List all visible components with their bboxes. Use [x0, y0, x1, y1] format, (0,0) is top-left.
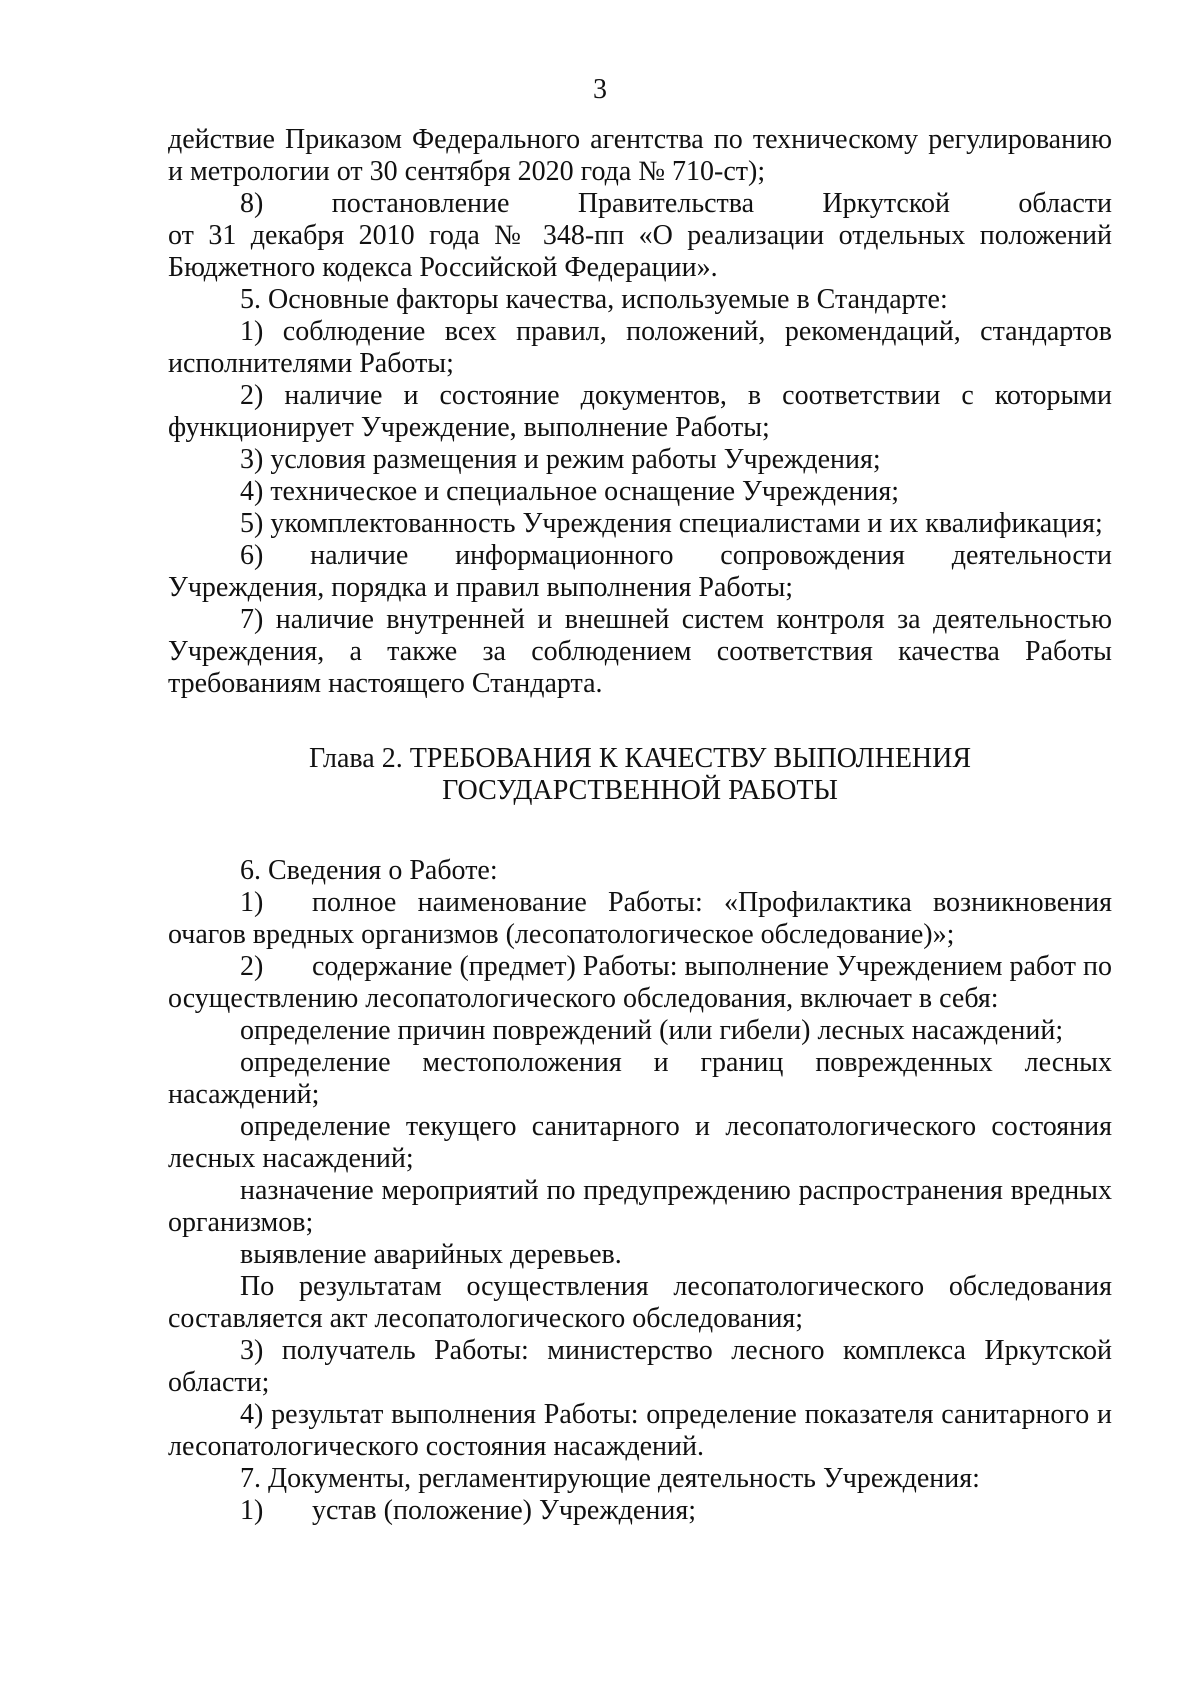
- paragraph: действие Приказом Федерального агентства по техническому регулированию и метрологии от 30 сентября 2020 года № 710-ст);: [168, 124, 1112, 187]
- paragraph: 3) получатель Работы: министерство лесного комплекса Иркутской области;: [168, 1335, 1112, 1398]
- paragraph: определение причин повреждений (или гибели) лесных насаждений;: [240, 1015, 1064, 1046]
- item-text: содержание (предмет) Работы: выполнение Учреждением работ по осуществлению лесопатологического обследования, включает в себя:: [168, 951, 1112, 1014]
- paragraph: от 31 декабря 2010 года № 348-пп «О реализации отдельных положений Бюджетного кодекса Российской Федерации».: [168, 220, 1112, 283]
- paragraph: 8) постановление Правительства Иркутской области: [240, 188, 1112, 219]
- paragraph: 5) укомплектованность Учреждения специалистами и их квалификация;: [240, 508, 1103, 539]
- item-number: 1): [240, 1495, 264, 1526]
- item-text: устав (положение) Учреждения;: [312, 1495, 696, 1526]
- paragraph: определение местоположения и границ поврежденных лесных насаждений;: [168, 1047, 1112, 1110]
- paragraph: определение текущего санитарного и лесопатологического состояния лесных насаждений;: [168, 1111, 1112, 1174]
- chapter-heading-line: Глава 2. ТРЕБОВАНИЯ К КАЧЕСТВУ ВЫПОЛНЕНИЯ: [308, 743, 972, 774]
- paragraph: 6. Сведения о Работе:: [240, 855, 498, 886]
- paragraph: По результатам осуществления лесопатологического обследования составляется акт лесопатологического обследования;: [168, 1271, 1112, 1334]
- paragraph: 6) наличие информационного сопровождения деятельности Учреждения, порядка и правил выполнения Работы;: [168, 540, 1112, 603]
- chapter-heading: [168, 743, 1112, 807]
- paragraph: 7) наличие внутренней и внешней систем контроля за деятельностью Учреждения, а также за соблюдением соответствия качества Работы требованиям настоящего Стандарта.: [168, 604, 1112, 699]
- paragraph: выявление аварийных деревьев.: [240, 1239, 622, 1270]
- document-body: [168, 124, 1112, 1527]
- item-text: полное наименование Работы: «Профилактика возникновения очагов вредных организмов (лесопатологическое обследование)»;: [168, 887, 1112, 950]
- page-number: 3: [593, 74, 607, 105]
- paragraph: 3) условия размещения и режим работы Учреждения;: [240, 444, 881, 475]
- paragraph: 5. Основные факторы качества, используемые в Стандарте:: [240, 284, 948, 315]
- item-number: 1): [240, 887, 264, 918]
- chapter-heading-line: ГОСУДАРСТВЕННОЙ РАБОТЫ: [442, 775, 838, 806]
- paragraph: назначение мероприятий по предупреждению распространения вредных организмов;: [168, 1175, 1112, 1238]
- paragraph: 2) наличие и состояние документов, в соответствии с которыми функционирует Учреждение, выполнение Работы;: [168, 380, 1112, 443]
- paragraph: [168, 887, 1112, 951]
- paragraph: 4) техническое и специальное оснащение Учреждения;: [240, 476, 900, 507]
- paragraph: [168, 1495, 1112, 1527]
- paragraph: [168, 951, 1112, 1015]
- item-number: 2): [240, 951, 264, 982]
- paragraph: 4) результат выполнения Работы: определение показателя санитарного и лесопатологического состояния насаждений.: [168, 1399, 1112, 1462]
- paragraph: 7. Документы, регламентирующие деятельность Учреждения:: [240, 1463, 980, 1494]
- paragraph: 1) соблюдение всех правил, положений, рекомендаций, стандартов исполнителями Работы;: [168, 316, 1112, 379]
